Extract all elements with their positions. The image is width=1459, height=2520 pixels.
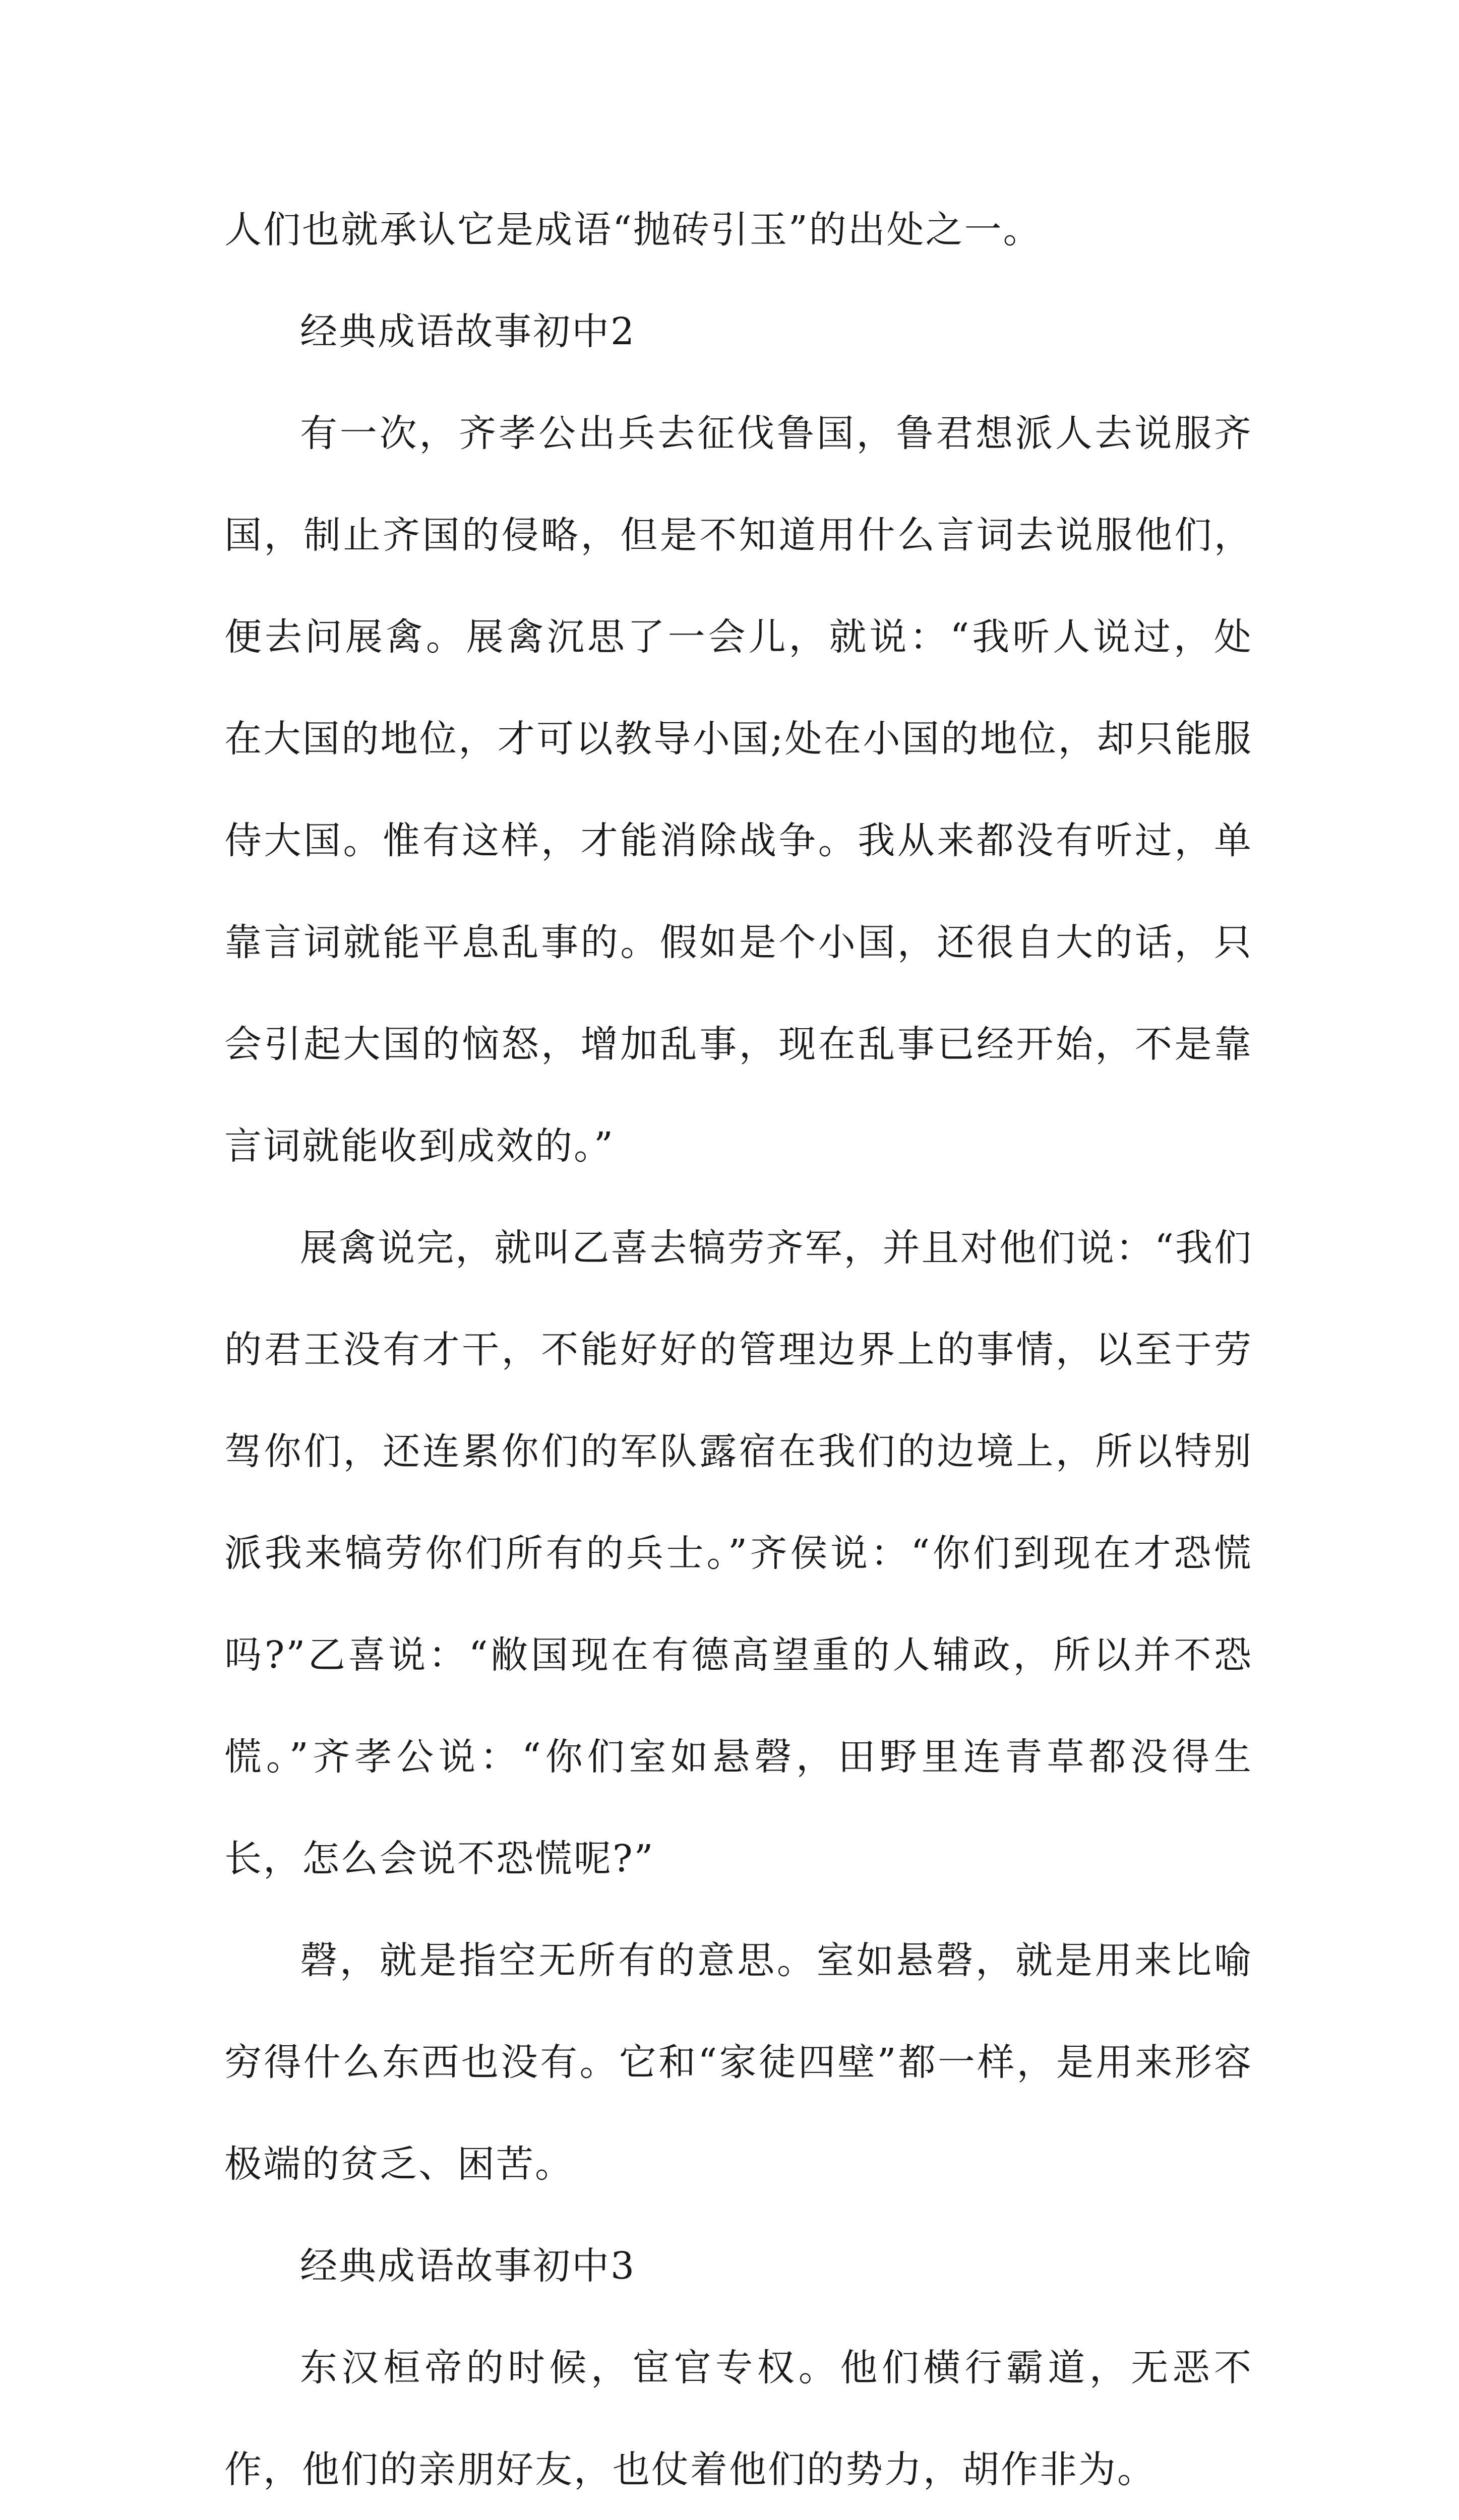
paragraph: 展禽说完，就叫乙喜去犒劳齐军，并且对他们说：“我们的君王没有才干，不能好好的管理边界上的事情，以至于劳驾你们，还连累你们的军队露宿在我们的边境上，所以特别派我来犒劳你们所有的兵士。”齐侯说：“你们到现在才恐慌吗?”乙喜说：“敝国现在有德高望重的人辅政，所以并不恐慌。”齐孝公说：“你们室如悬磬，田野里连青草都没得生长，怎么会说不恐慌呢?” <box>224 1226 1253 1880</box>
paragraph: 东汉桓帝的时候，宦官专权。他们横行霸道，无恶不作，他们的亲朋好友，也仗着他们的势力，胡作非为。 <box>224 2346 1253 2491</box>
section-heading: 经典成语故事初中2 <box>300 310 636 353</box>
document-body <box>224 179 1253 2520</box>
section-heading: 经典成语故事初中3 <box>300 2244 636 2288</box>
paragraph: 有一次，齐孝公出兵去征伐鲁国，鲁君想派人去说服齐国，制止齐国的侵略，但是不知道用什么言词去说服他们，便去问展禽。展禽沉思了一会儿，就说：“我听人说过，处在大国的地位，才可以教导小国;处在小国的地位，却只能服侍大国。惟有这样，才能消除战争。我从来都没有听过，单靠言词就能平息乱事的。假如是个小国，还很自大的话，只会引起大国的恼怒，增加乱事，现在乱事已经开始，不是靠言词就能收到成效的。” <box>224 412 1253 1168</box>
paragraph: 磬，就是指空无所有的意思。室如悬磬，就是用来比喻穷得什么东西也没有。它和“家徒四壁”都一样，是用来形容极端的贫乏、困苦。 <box>224 1939 1253 2186</box>
paragraph: 人们也就承认它是成语“抛砖引玉”的出处之一。 <box>224 208 1042 251</box>
